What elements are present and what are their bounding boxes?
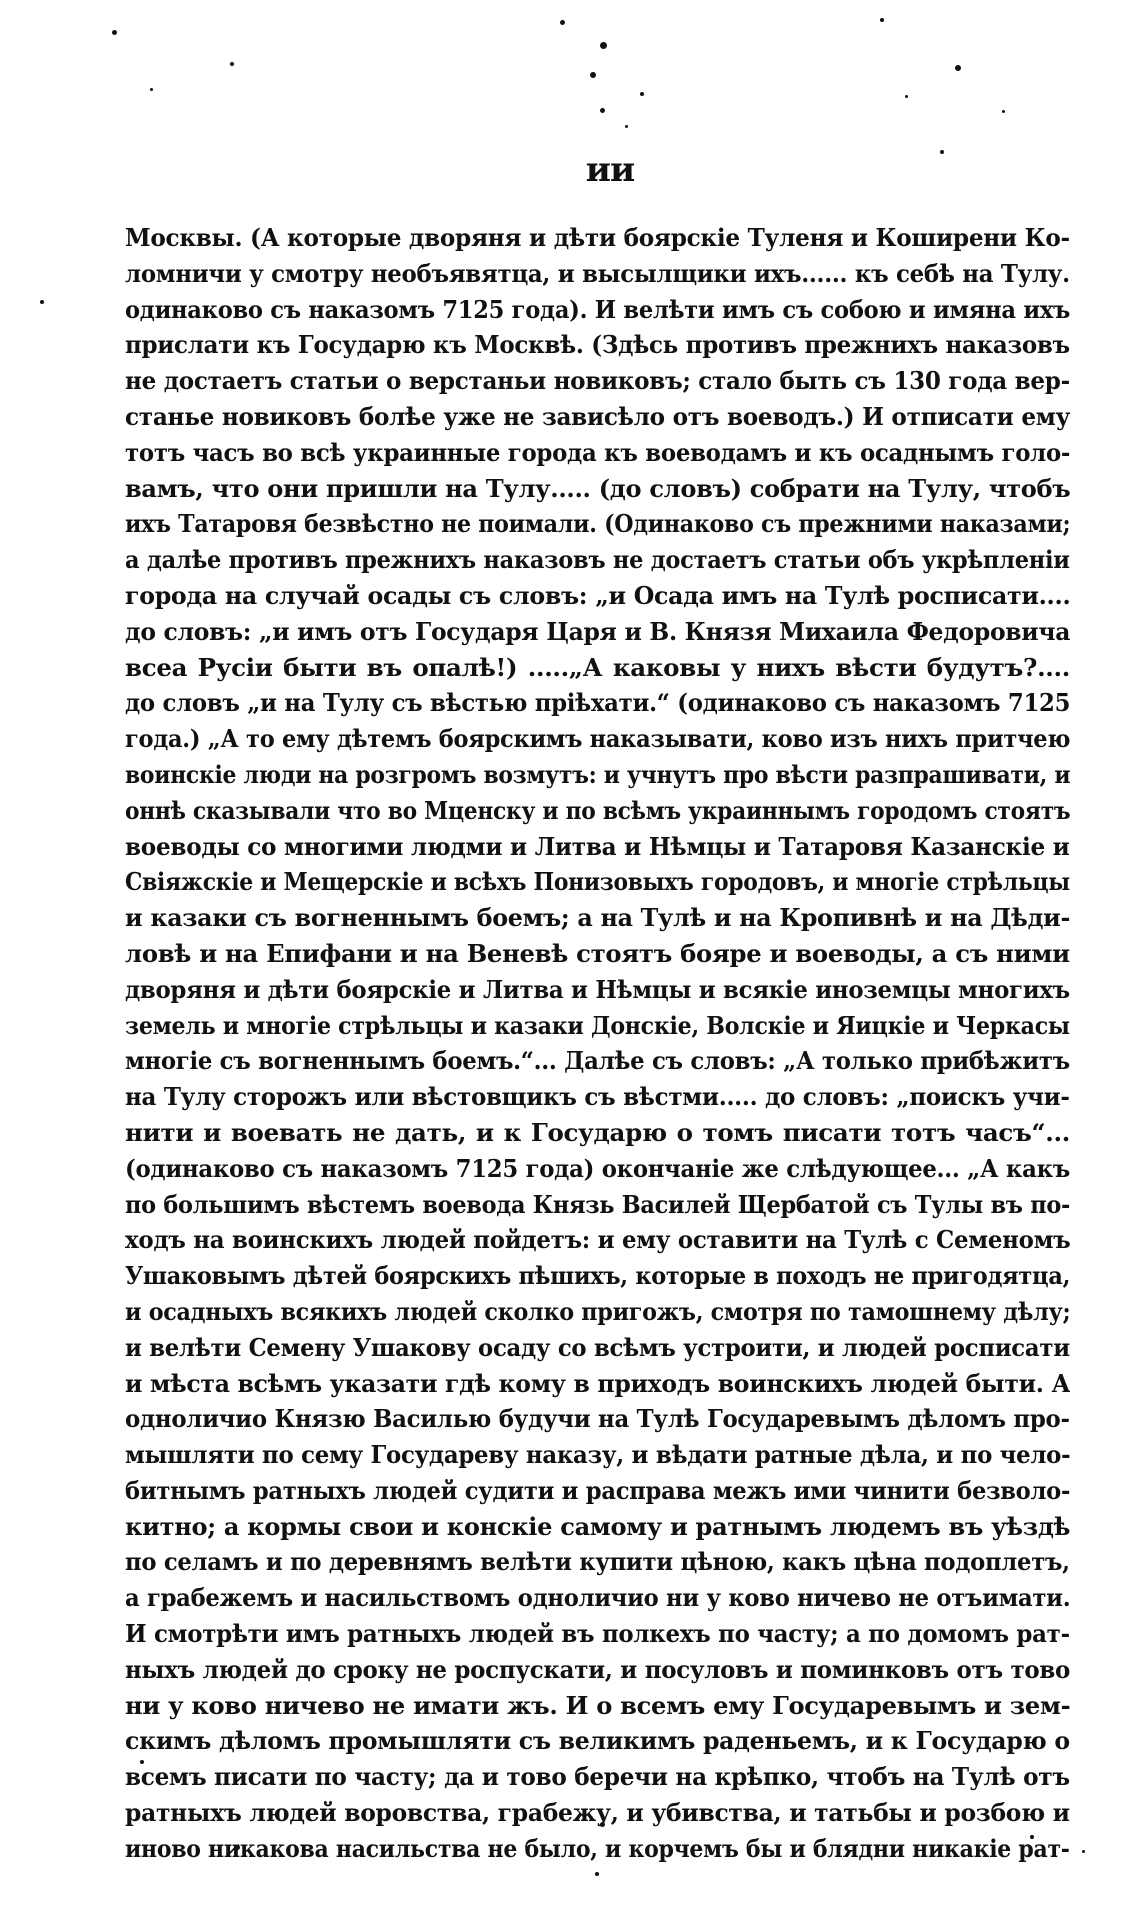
text-line: мышляти по сему Государеву наказу, и вѣдати ратные дѣла, и по чело- [125,1440,1071,1470]
page-number: ии [585,150,635,190]
text-line: и осадныхъ всякихъ людей сколко пригожъ, смотря по тамошнему дѣлу; [125,1296,1071,1326]
text-line: а далѣе противъ прежнихъ наказовъ не достаетъ статьи объ укрѣпленіи [125,545,1070,575]
text-line: ловѣ и на Епифани и на Веневѣ стоятъ бояре и воеводы, а съ ними [125,938,1070,968]
text-line: не достаетъ статьи о верстаньи новиковъ; стало быть съ 130 года вер- [125,366,1070,396]
scan-speck [40,300,44,304]
text-line: нити и воевать не дать, и к Государю о томъ писати тотъ часъ“... [125,1117,1070,1147]
scan-speck [560,20,565,25]
text-line: по большимъ вѣстемъ воевода Князь Василей Щербатой съ Тулы въ по- [125,1189,1070,1219]
text-line: китно; а кормы свои и конскіе самому и ратнымъ людемъ въ уѣздѣ [125,1511,1070,1541]
text-line: станье новиковъ болѣе уже не зависѣло отъ воеводъ.) И отписати ему [125,401,1071,431]
text-line: земель и многіе стрѣльцы и казаки Донскіе, Волскіе и Яицкіе и Черкасы [125,1010,1070,1040]
scan-speck [230,62,234,66]
text-line: скимъ дѣломъ промышляти съ великимъ раденьемъ, и к Государю о [125,1726,1070,1756]
text-line: битнымъ ратныхъ людей судити и расправа межъ ими чинити безволо- [125,1475,1071,1505]
scan-speck [625,125,628,128]
scan-speck [905,95,908,98]
text-line: ихъ Татаровя безвѣстно не поимали. (Одинаково съ прежними наказами; [125,509,1071,539]
text-line: воеводы со многими людми и Литва и Нѣмцы и Татаровя Казанскіе и [125,831,1070,861]
body-text [125,220,1070,1867]
text-line: вамъ, что они пришли на Тулу..... (до словъ) собрати на Тулу, чтобъ [125,473,1070,503]
scan-speck [112,30,117,35]
text-line: прислати къ Государю къ Москвѣ. (Здѣсь противъ прежнихъ наказовъ [125,330,1070,360]
text-line: одноличио Князю Василью будучи на Тулѣ Государевымъ дѣломъ про- [125,1404,1070,1434]
text-line: ходъ на воинскихъ людей пойдетъ: и ему оставити на Тулѣ с Семеномъ [125,1225,1071,1255]
text-line: города на случай осады съ словъ: „и Осада имъ на Тулѣ росписати.... [125,580,1071,610]
text-line: года.) „А то ему дѣтемъ боярскимъ наказывати, ково изъ нихъ притчею [125,724,1071,754]
scan-speck [940,150,944,154]
text-line: и мѣста всѣмъ указати гдѣ кому в приходъ воинскихъ людей быти. А [125,1368,1071,1398]
text-line: всемъ писати по часту; да и тово беречи на крѣпко, чтобъ на Тулѣ отъ [125,1762,1070,1792]
text-line: многіе съ вогненнымъ боемъ.“... Далѣе съ словъ: „А только прибѣжитъ [125,1046,1070,1076]
scan-speck [1002,110,1005,113]
text-line: Ушаковымъ дѣтей боярскихъ пѣшихъ, которые в походъ не пригодятца, [125,1261,1070,1291]
text-line: дворяня и дѣти боярскіе и Литва и Нѣмцы и всякіе иноземцы многихъ [125,974,1070,1004]
text-line: (одинаково съ наказомъ 7125 года) окончаніе же слѣдующее... „А какъ [125,1153,1070,1183]
text-line: до словъ: „и имъ отъ Государя Царя и В. Князя Михаила Федоровича [125,616,1071,646]
text-line: и казаки съ вогненнымъ боемъ; а на Тулѣ и на Кропивнѣ и на Дѣди- [125,903,1070,933]
text-line: воинскіе люди на розгромъ возмутъ: и учнутъ про вѣсти разпрашивати, и [125,759,1071,789]
text-line: ни у ково ничево не имати жъ. И о всемъ ему Государевымъ и зем- [125,1690,1070,1720]
text-line: и велѣти Семену Ушакову осаду со всѣмъ устроити, и людей росписати [125,1332,1070,1362]
text-line: Свіяжскіе и Мещерскіе и всѣхъ Понизовыхъ городовъ, и многіе стрѣльцы [125,867,1070,897]
text-line: на Тулу сторожъ или вѣстовщикъ съ вѣстми..... до словъ: „поискъ учи- [125,1082,1070,1112]
text-line: ломничи у смотру необъявятца, и высылщики ихъ...... къ себѣ на Тулу. [125,258,1070,288]
text-line: тотъ часъ во всѣ украинные города къ воеводамъ и къ осаднымъ голо- [125,437,1071,467]
text-line: одинаково съ наказомъ 7125 года). И велѣти имъ съ собою и имяна ихъ [125,294,1071,324]
scan-speck [600,108,605,113]
text-line: ныхъ людей до сроку не роспускати, и посуловъ и поминковъ отъ тово [125,1654,1070,1684]
text-line: по селамъ и по деревнямъ велѣти купити цѣною, какъ цѣна подоплетъ, [125,1547,1070,1577]
text-line: а грабежемъ и насильствомъ одноличио ни у ково ничево не отъимати. [125,1583,1071,1613]
scan-speck [590,72,596,78]
scan-speck [955,65,961,71]
scan-speck [640,92,644,96]
scan-speck [1082,1850,1085,1853]
text-line: И смотрѣти имъ ратныхъ людей въ полкехъ по часту; а по домомъ рат- [125,1619,1070,1649]
text-line: оннѣ сказывали что во Мценску и по всѣмъ украиннымъ городомъ стоятъ [125,795,1071,825]
scan-speck [880,18,884,22]
text-line: до словъ „и на Тулу съ вѣстью пріѣхати.“ (одинаково съ наказомъ 7125 [125,688,1070,718]
scan-speck [595,1872,599,1876]
text-line: иново никакова насильства не было, и корчемъ бы и блядни никакіе рат- [125,1833,1070,1863]
text-line: ратныхъ людей воровства, грабежу, и убивства, и татьбы и розбою и [125,1798,1070,1828]
text-line: Москвы. (А которые дворяня и дѣти боярскіе Туленя и Коширени Ко- [125,223,1070,252]
text-line: всеа Русіи быти въ опалѣ!) .....„А каковы у нихъ вѣсти будутъ?.... [125,652,1070,682]
scan-speck [150,88,153,91]
scan-speck [600,42,607,49]
